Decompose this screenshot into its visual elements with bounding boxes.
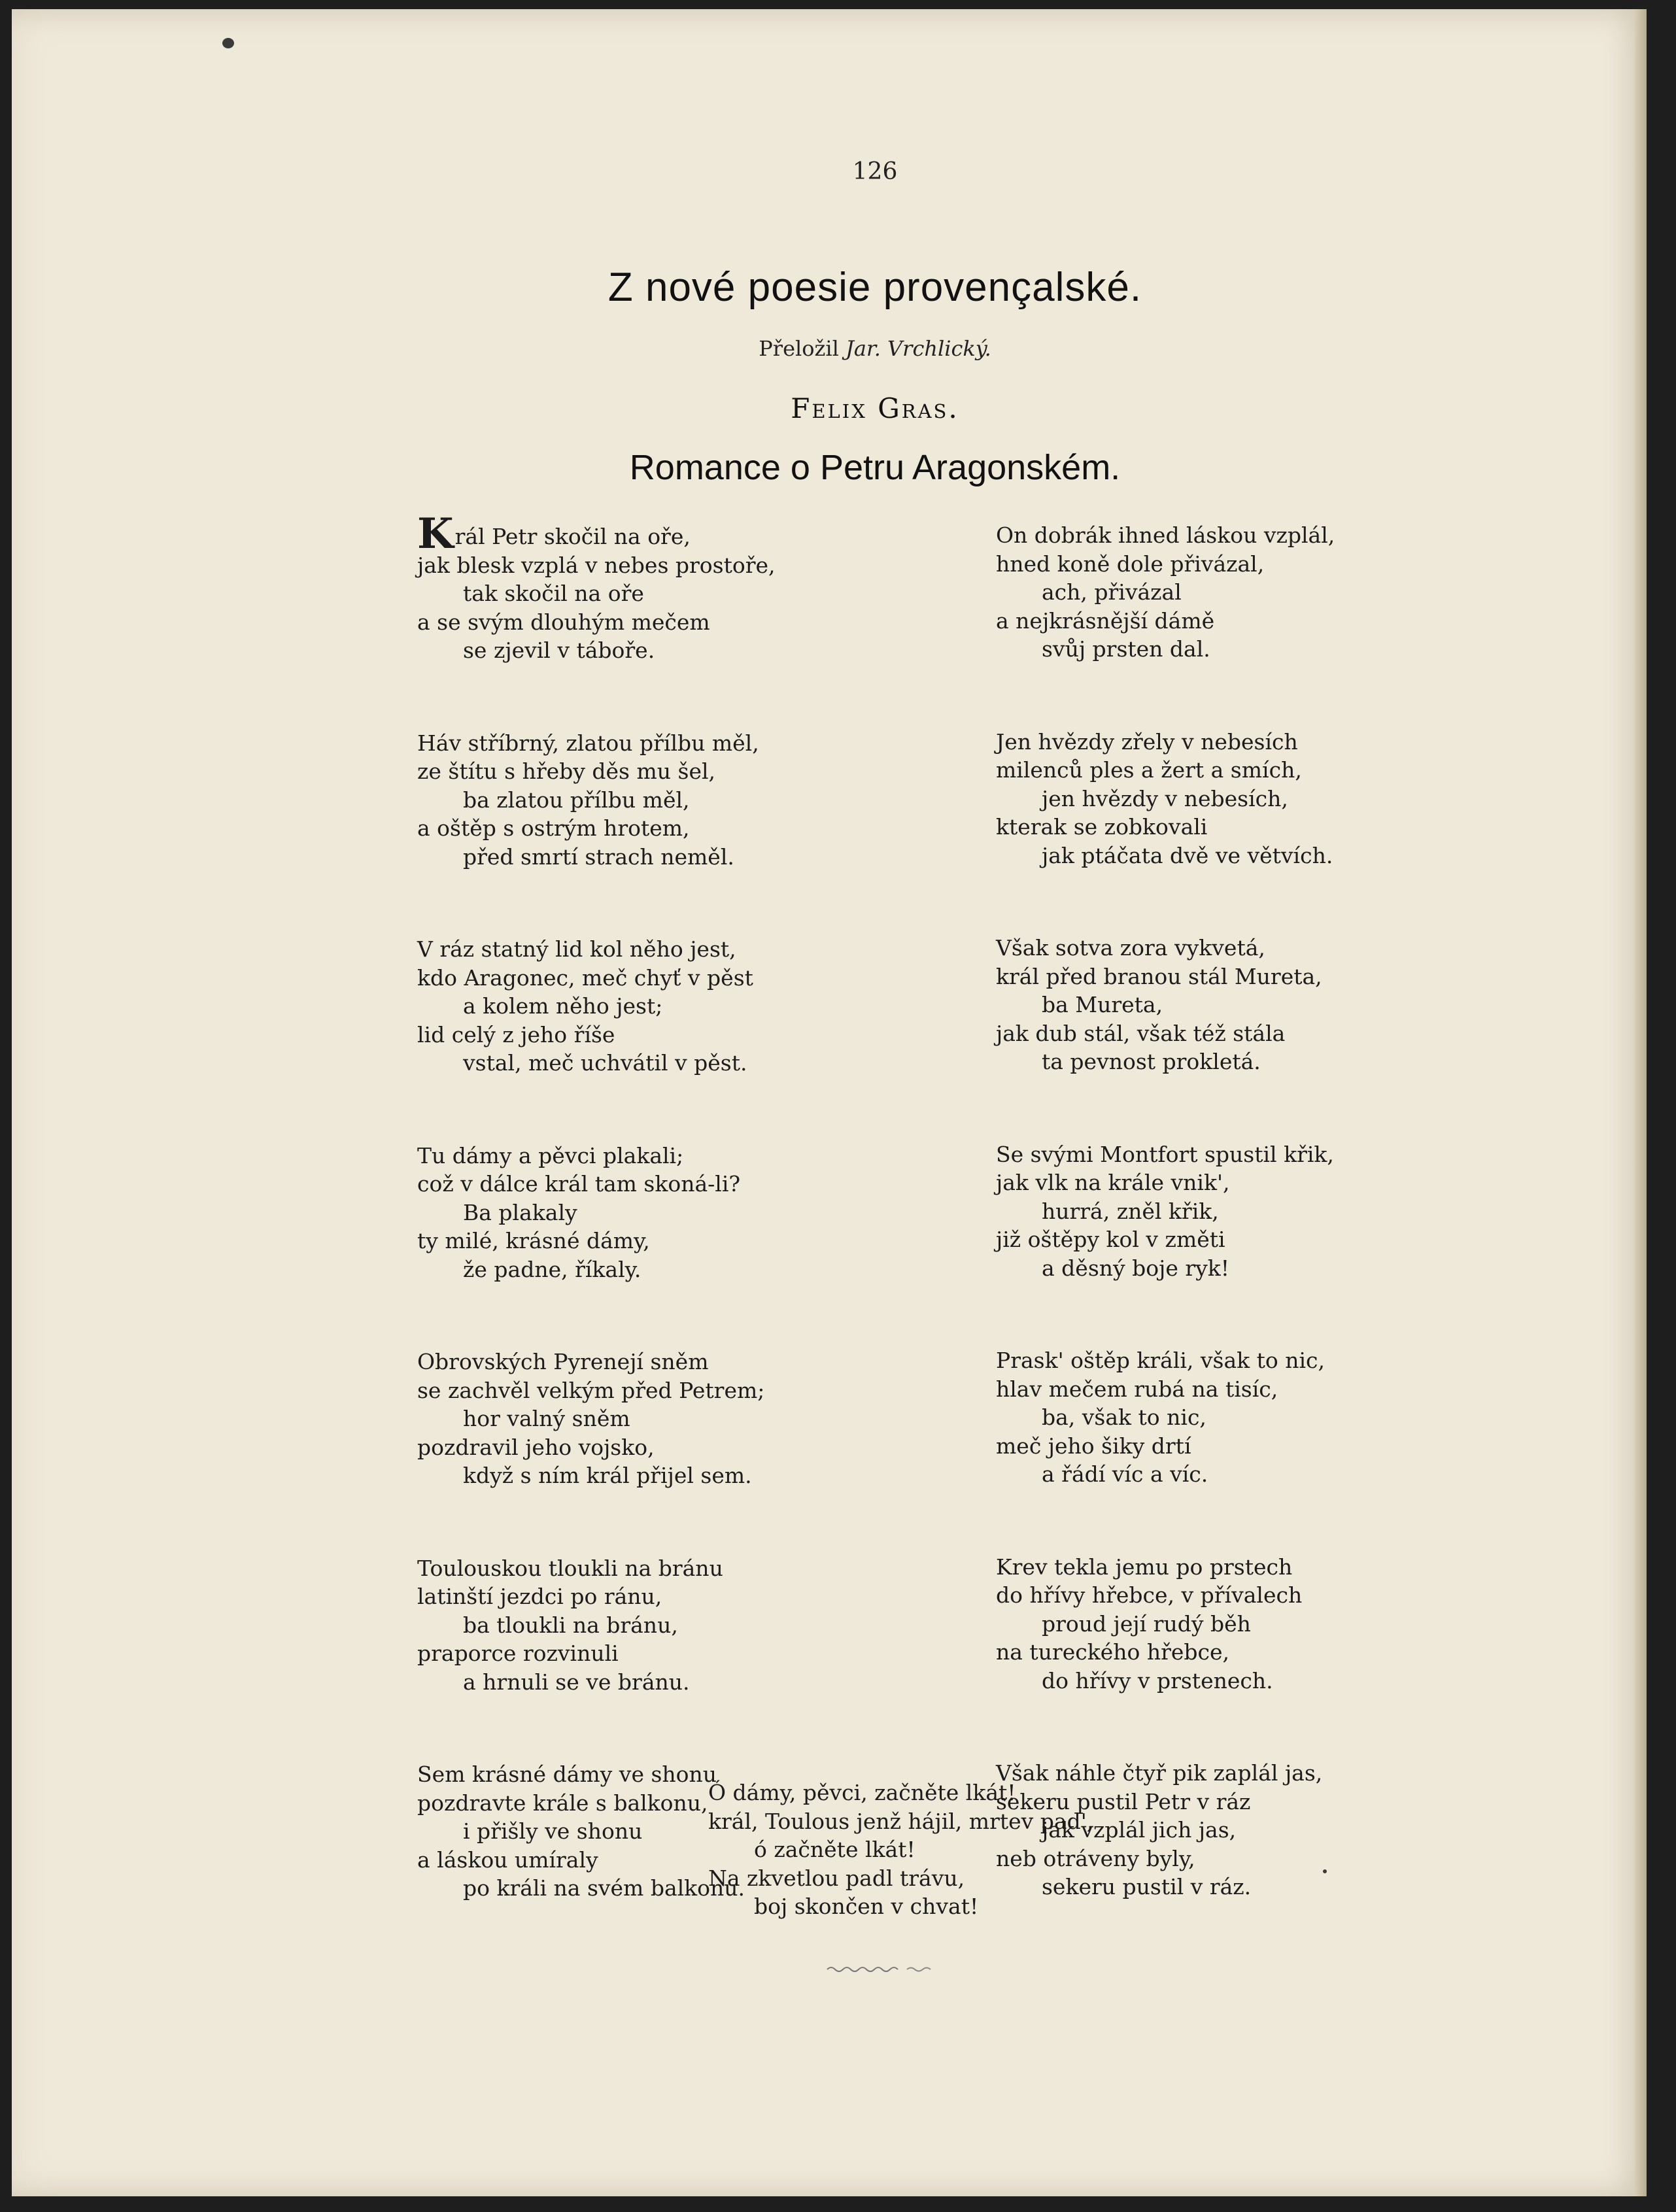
right-column xyxy=(996,521,1401,1965)
poem-line: což v dálce král tam skoná-li? xyxy=(417,1171,741,1197)
poem-line: svůj prsten dal. xyxy=(1042,636,1210,662)
poem-line: latinští jezdci po ránu, xyxy=(417,1584,662,1609)
poem-line: sekeru pustil Petr v ráz xyxy=(996,1788,1251,1814)
page-title: Z nové poesie provençalské. xyxy=(607,265,1142,310)
poem-line: Na zkvetlou padl trávu, xyxy=(708,1865,965,1891)
stanza xyxy=(417,1142,823,1284)
tilde-ornament xyxy=(826,1964,937,1973)
stanza xyxy=(417,1348,823,1490)
translator-line xyxy=(12,336,1676,361)
poem-line: On dobrák ihned láskou vzplál, xyxy=(996,522,1335,548)
poem-line: ty milé, krásné dámy, xyxy=(417,1228,650,1253)
poem-line: Však náhle čtyř pik zaplál jas, xyxy=(996,1760,1323,1786)
author-name: Felix Gras. xyxy=(791,392,959,424)
poem-line: že padne, říkaly. xyxy=(463,1256,641,1282)
poem-line: Ó dámy, pěvci, začněte lkát! xyxy=(708,1780,1016,1805)
poem-line: hurrá, zněl křik, xyxy=(1042,1198,1219,1224)
poem-line: kdo Aragonec, meč chyť v pěst xyxy=(417,964,753,991)
final-stanza xyxy=(708,1778,1166,1921)
poem-line: již oštěpy kol v změti xyxy=(996,1227,1225,1252)
stanza xyxy=(996,934,1401,1076)
poem-line: hlav mečem rubá na tisíc, xyxy=(996,1376,1278,1402)
poem-line: na tureckého hřebce, xyxy=(996,1639,1230,1665)
poem-line: Obrovských Pyrenejí sněm xyxy=(417,1349,709,1374)
poem-line: sekeru pustil v ráz. xyxy=(1042,1874,1252,1899)
stanza xyxy=(417,509,823,665)
poem-line: ó začněte lkát! xyxy=(754,1837,915,1862)
poem-line: Ba plakaly xyxy=(463,1199,577,1225)
poem-line: jak blesk vzplá v nebes prostoře, xyxy=(417,552,776,578)
poem-line: milenců ples a žert a smích, xyxy=(996,757,1302,783)
poem-line: kterak se zobkovali xyxy=(996,814,1208,840)
stanza xyxy=(417,935,823,1078)
poem-line: i přišly ve shonu xyxy=(463,1818,643,1844)
poem-line: Se svými Montfort spustil křik, xyxy=(996,1141,1334,1167)
poem-line: boj skončen v chvat! xyxy=(754,1894,979,1919)
poem-line: V ráz statný lid kol něho jest, xyxy=(417,936,736,962)
poem-line: jak vzplál jich jas, xyxy=(1042,1817,1237,1843)
poem-line: ba, však to nic, xyxy=(1042,1404,1206,1430)
poem-line: a kolem něho jest; xyxy=(463,993,663,1019)
poem-line: po králi na svém balkonu. xyxy=(463,1875,745,1901)
translator-prefix: Přeložil xyxy=(759,336,839,361)
poem-line xyxy=(417,509,823,558)
poem-line: jak vlk na krále vnik', xyxy=(996,1170,1230,1195)
poem-line: hned koně dole přivázal, xyxy=(996,551,1265,577)
translator-name: Jar. Vrchlický. xyxy=(846,336,991,361)
page-number: 126 xyxy=(852,158,898,185)
poem-line: ach, přivázal xyxy=(1042,579,1182,605)
poem-line: a oštěp s ostrým hrotem, xyxy=(417,815,690,841)
poem-line: a řádí víc a víc. xyxy=(1042,1461,1208,1487)
poem-line: Krev tekla jemu po prstech xyxy=(996,1554,1293,1580)
stanza xyxy=(417,1554,823,1697)
poem-line: ba zlatou přílbu měl, xyxy=(463,787,690,813)
poem-line: jak ptáčata dvě ve větvích. xyxy=(1042,842,1333,868)
poem-line: jen hvězdy v nebesích, xyxy=(1042,785,1288,811)
stanza xyxy=(996,521,1401,664)
poem-line: proud její rudý běh xyxy=(1042,1610,1251,1637)
stanza xyxy=(996,1553,1401,1695)
poem-line: praporce rozvinuli xyxy=(417,1641,619,1666)
poem-line: a nejkrásnější dámě xyxy=(996,607,1215,634)
poem-line: hor valný sněm xyxy=(463,1406,630,1431)
poem-line: se zjevil v táboře. xyxy=(463,638,655,663)
poem-line: tak skočil na oře xyxy=(463,581,644,606)
poem-line: ze štítu s hřeby děs mu šel, xyxy=(417,758,716,784)
poem-line: Však sotva zora vykvetá, xyxy=(996,935,1265,961)
poem-line: pozdravil jeho vojsko, xyxy=(417,1434,655,1460)
poem-line: a hrnuli se ve bránu. xyxy=(463,1669,690,1695)
poem-line: a děsný boje ryk! xyxy=(1042,1255,1230,1281)
poem-line: a láskou umíraly xyxy=(417,1846,598,1873)
poem-line: Tu dámy a pěvci plakali; xyxy=(417,1142,684,1168)
poem-line: když s ním král přijel sem. xyxy=(463,1463,752,1488)
stanza xyxy=(417,729,823,872)
poem-line: ba tloukli na bránu, xyxy=(463,1612,678,1638)
poem-line: Háv stříbrný, zlatou přílbu měl, xyxy=(417,730,759,756)
stanza xyxy=(996,1140,1401,1283)
book-page xyxy=(12,9,1647,2196)
poem-line: meč jeho šiky drtí xyxy=(996,1433,1191,1459)
poem-line: Jen hvězdy zřely v nebesích xyxy=(996,728,1298,755)
poem-line: král, Toulous jenž hájil, mrtev pad', xyxy=(708,1808,1094,1834)
poem-title: Romance o Petru Aragonském. xyxy=(629,448,1121,487)
poem-line: Sem krásné dámy ve shonu xyxy=(417,1761,717,1787)
poem-line: vstal, meč uchvátil v pěst. xyxy=(463,1050,747,1076)
poem-line: do hřívy v prstenech. xyxy=(1042,1667,1273,1693)
poem-line: do hřívy hřebce, v přívalech xyxy=(996,1582,1303,1608)
poem-line: jak dub stál, však též stála xyxy=(996,1020,1286,1046)
poem-line: ba Mureta, xyxy=(1042,992,1163,1017)
poem-line-text: rál Petr skočil na oře, xyxy=(454,524,691,549)
left-column xyxy=(417,509,823,1967)
poem-line: Prask' oštěp králi, však to nic, xyxy=(996,1348,1325,1373)
poem-line: neb otráveny byly, xyxy=(996,1845,1195,1871)
poem-line: před smrtí strach neměl. xyxy=(463,843,734,870)
ink-speck xyxy=(222,38,234,48)
drop-cap: K xyxy=(417,509,454,558)
poem-line: lid celý z jeho říše xyxy=(417,1021,615,1047)
stanza xyxy=(996,1346,1401,1489)
poem-line: a se svým dlouhým mečem xyxy=(417,609,710,635)
poem-line: se zachvěl velkým před Petrem; xyxy=(417,1377,765,1403)
poem-line: ta pevnost prokletá. xyxy=(1042,1049,1261,1074)
poem-line: král před branou stál Mureta, xyxy=(996,963,1322,989)
poem-line: pozdravte krále s balkonu, xyxy=(417,1790,708,1816)
stanza xyxy=(996,728,1401,870)
poem-line: Toulouskou tloukli na bránu xyxy=(417,1555,723,1581)
